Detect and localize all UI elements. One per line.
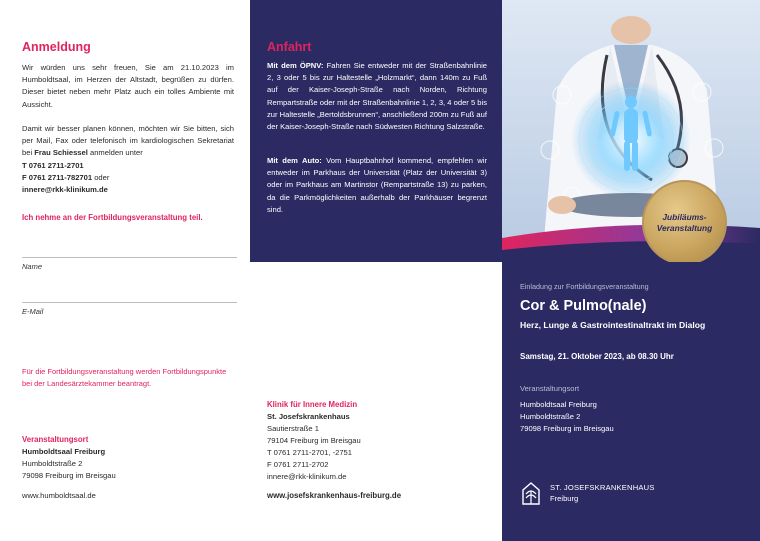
- clinic-email[interactable]: innere@rkk-klinikum.de: [267, 472, 347, 481]
- clinic-phone: T 0761 2711-2701, -2751: [267, 448, 353, 457]
- contact-fax: F 0761 2711-782701: [22, 172, 93, 182]
- registration-intro: Wir würden uns sehr freuen, Sie am 21.10.2023 im Humboldtsaal, im Herzen der Altstadt, begrüßen zu dürfen. Dieser bietet neben mehr Platz auch ein tolles Ambiente mit Aussicht.: [22, 63, 234, 109]
- registration-panel: [0, 0, 250, 541]
- cover-venue-city: 79098 Freiburg im Breisgau: [520, 424, 614, 434]
- attendance-statement: Ich nehme an der Fortbildungsveranstaltung teil.: [22, 213, 203, 222]
- venue-label: Veranstaltungsort: [22, 435, 89, 444]
- cme-points-note: Für die Fortbildungsveranstaltung werden Fortbildungspunkte bei der Landesärztekammer beantragt.: [22, 367, 227, 388]
- invitation-kicker: Einladung zur Fortbildungsveranstaltung: [520, 282, 649, 291]
- car-text: Vom Hauptbahnhof kommend, empfehlen wir entweder im Parkhaus der Universität (Platz der Universität 3) oder im Parkhaus am Martinstor (Rempartstraße 13) zu parken, da die Parkmöglichkeiten außerhalb der Parkhäuser begrenzt sind.: [267, 156, 487, 214]
- clinic-name: St. Josefskrankenhaus: [267, 412, 350, 421]
- directions-panel: [250, 0, 502, 541]
- hero-image: [502, 0, 760, 262]
- clinic-department: Klinik für Innere Medizin: [267, 400, 358, 409]
- anniversary-badge: [642, 180, 727, 262]
- event-date: Samstag, 21. Oktober 2023, ab 08.30 Uhr: [520, 352, 674, 361]
- registration-instructions: [22, 123, 234, 196]
- public-transport-text: Fahren Sie entweder mit der Straßenbahnlinie 2, 3 oder 5 bis zur Haltestelle „Holzmarkt“, dann 140m zu Fuß auf der Kaiser-Joseph-Straße nach Norden, Richtung Rempartstraße oder mit der Straßenbahnlinie 1, 2, 3, 4 oder 5 bis zur Haltestelle „Bertoldsbrunnen“, anschließend 200m zu Fuß auf der Kaiser-Joseph-Straße nach Südwesten Richtung Salzstraße.: [267, 61, 487, 132]
- clinic-city: 79104 Freiburg im Breisgau: [267, 436, 361, 445]
- registration-title: Anmeldung: [22, 40, 91, 54]
- directions-box: [250, 0, 502, 262]
- directions-car: [267, 155, 487, 216]
- email-field-label: E-Mail: [22, 307, 44, 316]
- car-label: Mit dem Auto:: [267, 156, 322, 165]
- clinic-address-block: [267, 399, 489, 483]
- event-subtitle: Herz, Lunge & Gastrointestinaltrakt im Dialog: [520, 320, 706, 330]
- venue-name: Humboldtsaal Freiburg: [22, 447, 106, 456]
- cover-venue-street: Humboldtstraße 2: [520, 412, 581, 422]
- cover-venue-name: Humboldtsaal Freiburg: [520, 400, 597, 409]
- contact-email[interactable]: innere@rkk-klinikum.de: [22, 185, 108, 195]
- contact-phone: T 0761 2711-2701: [22, 160, 84, 170]
- anniversary-badge-text: Jubiläums-Veranstaltung: [656, 211, 713, 233]
- name-field-label: Name: [22, 262, 43, 271]
- hospital-logo-name: ST. JOSEFSKRANKENHAUS: [550, 483, 655, 492]
- registration-instructions-intro: Damit wir besser planen können, möchten wir Sie bitten, sich per Mail, Fax oder telefonisch im kardiologischen Sekretariat bei: [22, 124, 234, 158]
- venue-city: 79098 Freiburg im Breisgau: [22, 471, 116, 480]
- venue-street: Humboldtstraße 2: [22, 459, 83, 468]
- clinic-website-link[interactable]: www.josefskrankenhaus-freiburg.de: [267, 491, 402, 500]
- clinic-street: Sautierstraße 1: [267, 424, 319, 433]
- name-field-line[interactable]: [22, 257, 237, 258]
- clinic-fax: F 0761 2711-2702: [267, 460, 329, 469]
- contact-or: oder: [92, 172, 110, 182]
- hospital-logo: [520, 480, 740, 510]
- venue-website-link[interactable]: www.humboldtsaal.de: [22, 491, 96, 500]
- cover-venue-address: [520, 399, 614, 436]
- email-field-line[interactable]: [22, 302, 237, 303]
- contact-name: Frau Schiessel: [34, 148, 88, 158]
- venue-block: [22, 434, 234, 482]
- cover-venue-label: Veranstaltungsort: [520, 384, 580, 393]
- hospital-logo-icon: [520, 482, 542, 506]
- public-transport-label: Mit dem ÖPNV:: [267, 61, 324, 70]
- hospital-logo-city: Freiburg: [550, 494, 579, 503]
- registration-instructions-after: anmelden unter: [87, 148, 143, 158]
- cover-panel: [502, 0, 760, 541]
- directions-public-transport: [267, 60, 487, 133]
- directions-title: Anfahrt: [267, 40, 312, 54]
- event-title: Cor & Pulmo(nale): [520, 298, 647, 314]
